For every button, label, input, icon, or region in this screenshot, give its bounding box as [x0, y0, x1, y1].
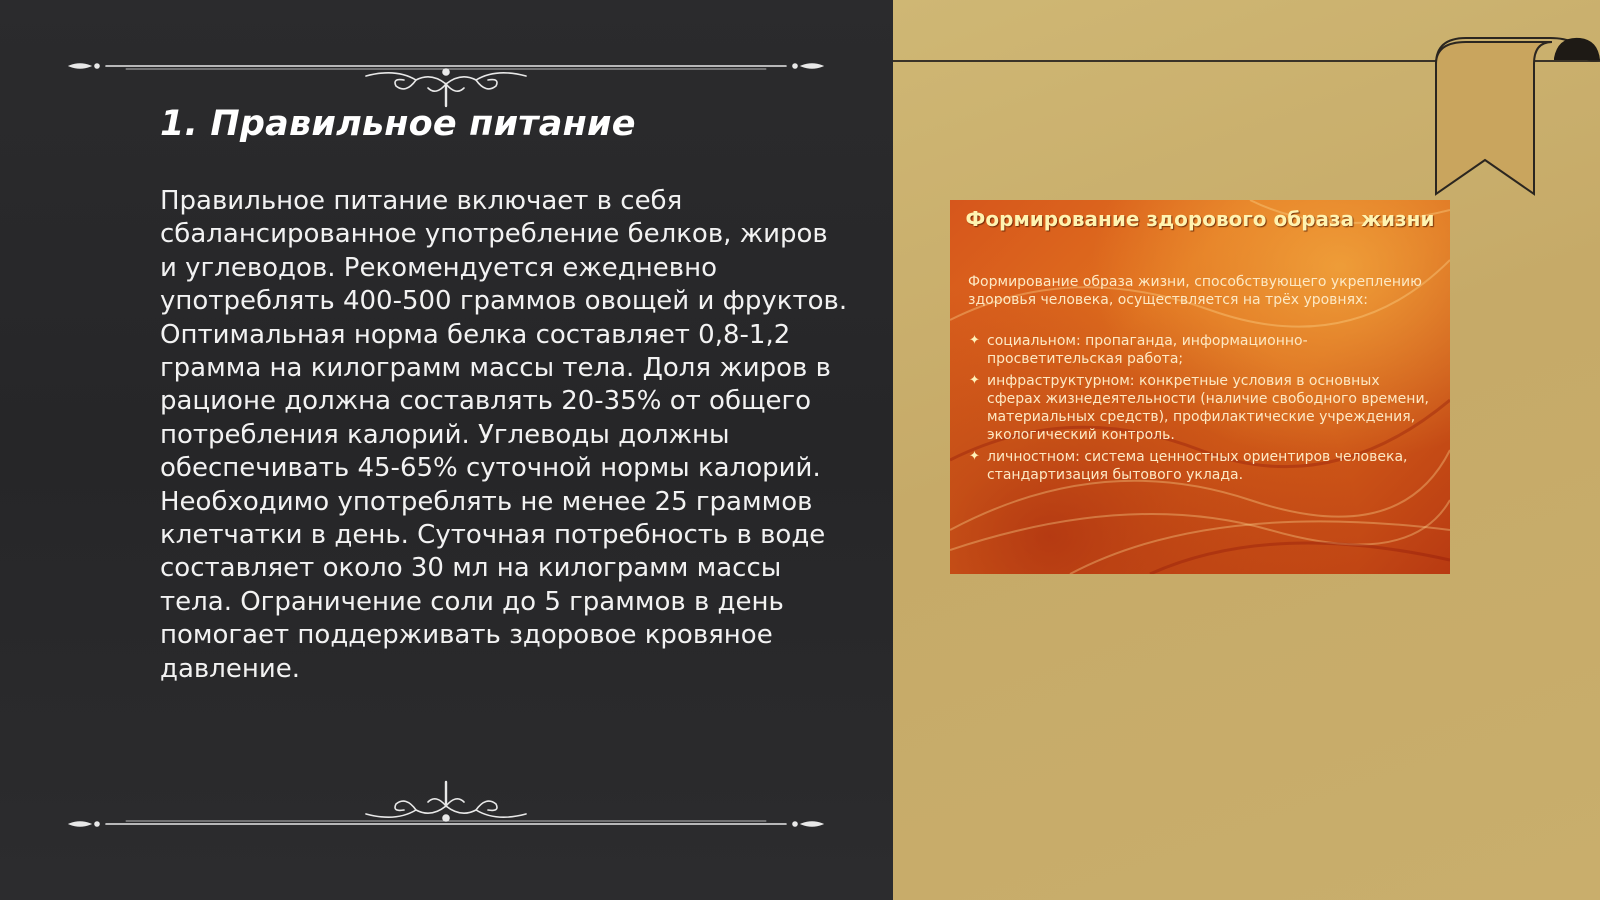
diamond-bullet-icon: ✦	[969, 333, 980, 348]
diamond-bullet-icon: ✦	[969, 373, 980, 388]
embedded-slide-image	[950, 200, 1450, 574]
list-item-text: социальном: пропаганда, информационно-просветительская работа;	[987, 333, 1308, 367]
bottom-ornament-divider-icon	[66, 772, 826, 832]
bookmark-ribbon-icon	[1430, 34, 1600, 200]
list-item	[968, 372, 1430, 444]
page-title: 1. Правильное питание	[160, 104, 636, 144]
list-item-text: личностном: система ценностных ориентиров человека, стандартизация бытового уклада.	[987, 449, 1408, 483]
diamond-bullet-icon: ✦	[969, 449, 980, 464]
slide-intro-text: Формирование образа жизни, способствующего укреплению здоровья человека, осуществляется на трёх уровнях:	[968, 274, 1422, 308]
list-item	[968, 332, 1430, 368]
top-ornament-divider-icon	[66, 50, 826, 110]
body-paragraph: Правильное питание включает в себя сбалансированное употребление белков, жиров и углеводов. Рекомендуется ежедневно употреблять 400-500 граммов овощей и фруктов. Оптимальная норма белка составляет 0,8-1,2 грамма на килограмм массы тела. Доля жиров в рационе должна составлять 20-35% от общего потребления калорий. Углеводы должны обеспечивать 45-65% суточной нормы калорий. Необходимо употреблять не менее 25 граммов клетчатки в день. Суточная потребность в воде составляет около 30 мл на килограмм массы тела. Ограничение соли до 5 граммов в день помогает поддерживать здоровое кровяное давление.	[160, 186, 848, 684]
slide-bullet-list	[968, 332, 1430, 488]
list-item-text: инфраструктурном: конкретные условия в основных сферах жизнедеятельности (наличие свободного времени, материальных средств), профилактические учреждения, экологический контроль.	[987, 373, 1429, 443]
slide-title: Формирование здорового образа жизни	[965, 207, 1435, 231]
list-item	[968, 448, 1430, 484]
